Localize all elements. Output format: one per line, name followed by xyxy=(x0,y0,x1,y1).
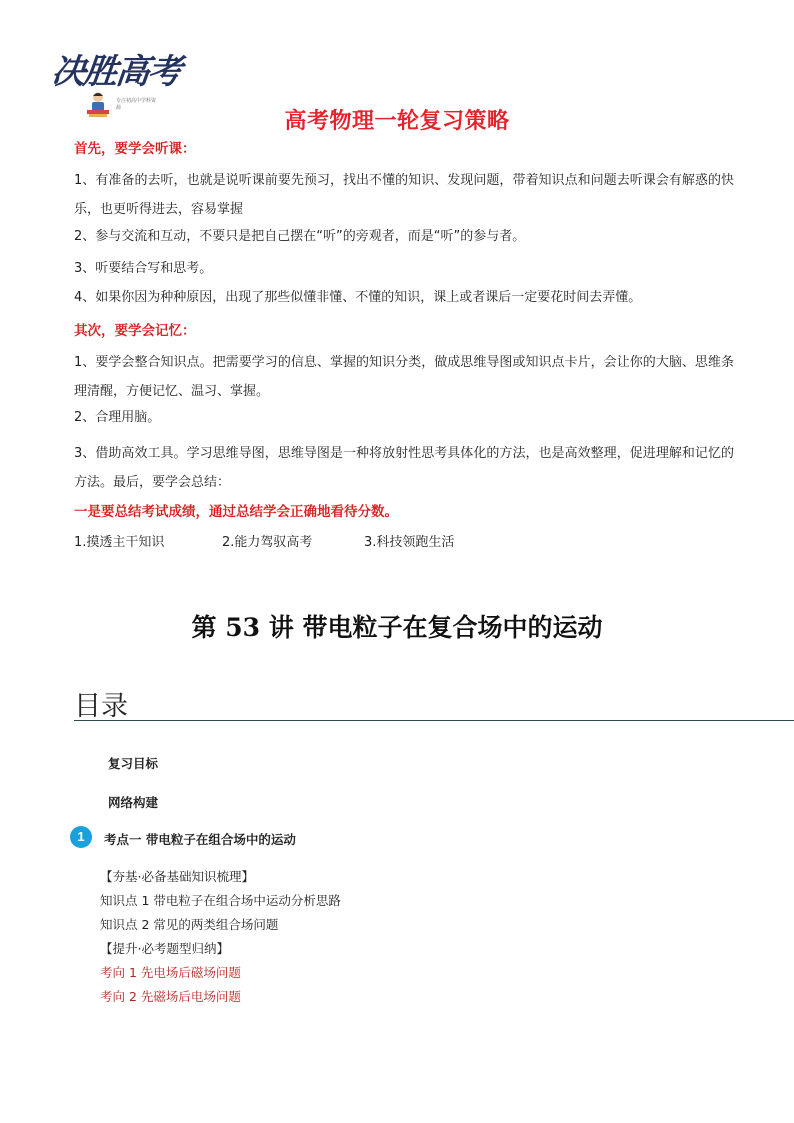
summary-highlight: 一是要总结考试成绩，通过总结学会正确地看待分数。 xyxy=(74,504,398,520)
logo-tagline: 专注初高中学科资源 xyxy=(116,98,157,111)
quick-list-item: 2.能力驾驭高考 xyxy=(222,535,313,550)
paragraph-item: 4、如果你因为种种原因，出现了那些似懂非懂、不懂的知识，课上或者课后一定要花时间去弄懂。 xyxy=(74,290,642,305)
section-heading-listen: 首先，要学会听课： xyxy=(74,141,196,157)
toc-link-knowledge-2[interactable]: 知识点 2 常见的两类组合场问题 xyxy=(100,917,279,932)
paragraph-item: 2、参与交流和互动，不要只是把自己摆在“听”的旁观者，而是“听”的参与者。 xyxy=(74,229,526,244)
toc-link-point-one[interactable]: 考点一 带电粒子在组合场中的运动 xyxy=(104,832,296,847)
toc-link-direction-1[interactable]: 考向 1 先电场后磁场问题 xyxy=(100,965,241,980)
lecture-title: 第 53 讲 带电粒子在复合场中的运动 xyxy=(191,613,603,642)
quick-list-item: 3.科技领跑生活 xyxy=(364,535,455,550)
number-badge-icon: 1 xyxy=(70,826,92,848)
toc-heading: 目录 xyxy=(74,691,128,722)
paragraph-item: 1、有准备的去听，也就是说听课前要先预习，找出不懂的知识、发现问题，带着知识点和问题去听课会有解惑的快乐，也更听得进去，容易掌握 xyxy=(74,173,734,217)
paragraph-item: 1、要学会整合知识点。把需要学习的信息、掌握的知识分类，做成思维导图或知识点卡片，会让你的大脑、思维条理清醒，方便记忆、温习、掌握。 xyxy=(74,355,734,399)
toc-divider xyxy=(74,720,794,721)
section-heading-memory: 其次，要学会记忆： xyxy=(74,323,196,339)
toc-link-knowledge-1[interactable]: 知识点 1 带电粒子在组合场中运动分析思路 xyxy=(100,893,341,908)
toc-link-foundation[interactable]: 【夯基·必备基础知识梳理】 xyxy=(100,869,254,884)
toc-link-network[interactable]: 网络构建 xyxy=(108,795,159,810)
quick-list-item: 1.摸透主干知识 xyxy=(74,535,165,550)
paragraph-item: 2、合理用脑。 xyxy=(74,410,161,425)
paragraph-item: 3、借助高效工具。学习思维导图，思维导图是一种将放射性思考具体化的方法，也是高效整理，促进理解和记忆的方法。最后，要学会总结： xyxy=(74,446,734,490)
toc-link-improve[interactable]: 【提升·必考题型归纳】 xyxy=(100,941,229,956)
toc-link-review-goals[interactable]: 复习目标 xyxy=(108,756,159,771)
toc-link-direction-2[interactable]: 考向 2 先磁场后电场问题 xyxy=(100,989,241,1004)
page-title: 高考物理一轮复习策略 xyxy=(284,109,510,134)
paragraph-item: 3、听要结合写和思考。 xyxy=(74,261,213,276)
logo-text: 决胜高考 xyxy=(49,52,182,92)
